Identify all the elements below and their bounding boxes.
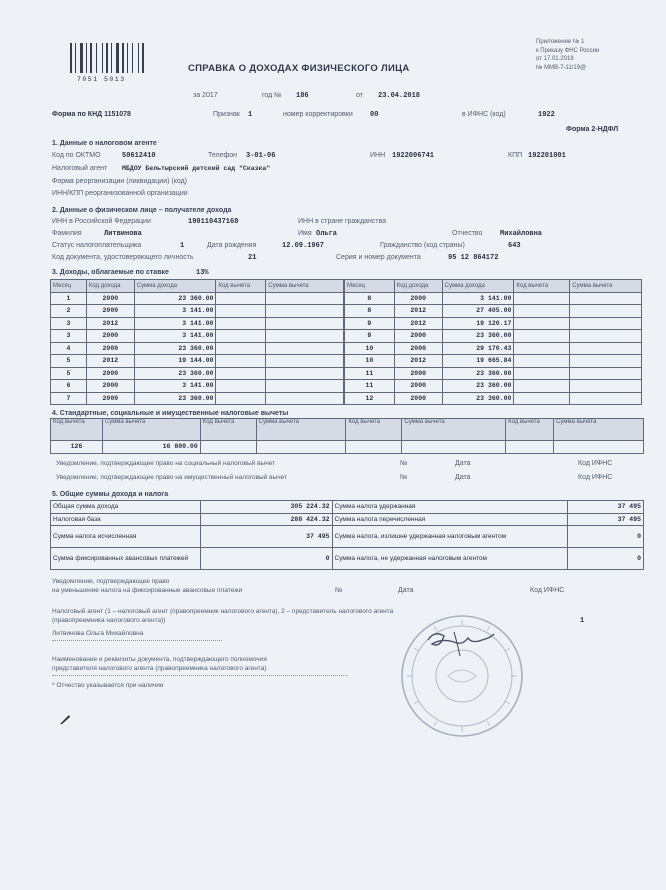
correction-label: номер корректировки: [283, 111, 353, 118]
barcode-bar: [90, 43, 92, 73]
table-row: [345, 392, 642, 405]
form-name: Форма 2-НДФЛ: [566, 126, 619, 133]
income-amount: 23 360.00: [134, 292, 216, 305]
totals-row: [51, 526, 644, 548]
income-code: 2000: [86, 392, 134, 405]
tax-base-label: Налоговая база: [51, 513, 201, 526]
totals-row: [51, 548, 644, 570]
barcode-bar: [102, 43, 103, 73]
income-amount: 23 360.00: [442, 380, 514, 393]
deduction-amount: [570, 330, 642, 343]
header-cell: Сумма вычета: [102, 419, 200, 441]
ifns-label: в ИФНС (код): [462, 111, 506, 118]
table-row: [51, 305, 344, 318]
tax-transferred-label: Сумма налога перечисленная: [332, 513, 568, 526]
header-cell: Код вычета: [216, 280, 266, 293]
deduction-code: 126: [51, 441, 103, 454]
table-row: [51, 317, 344, 330]
header-cell: Сумма дохода: [134, 280, 216, 293]
tax-not-withheld-value: 0: [568, 548, 644, 570]
signer-line: [52, 640, 222, 641]
income-table-left: [50, 279, 344, 405]
appendix-line: Приложение № 1: [536, 39, 585, 45]
status-label: Статус налогоплательщика: [52, 242, 142, 249]
tax-transferred-value: 37 495: [568, 513, 644, 526]
barcode-number: 7051 5013: [77, 76, 126, 83]
phone-value: 3-01-06: [246, 152, 276, 160]
deduction-amount: [570, 355, 642, 368]
table-row: [345, 380, 642, 393]
name-label: Имя: [298, 230, 312, 237]
income-amount: 23 360.00: [442, 330, 514, 343]
header-cell: Сумма вычета: [402, 419, 506, 441]
barcode-bar: [106, 43, 108, 73]
patronymic-value: Михайловна: [500, 230, 543, 238]
doc-code-label: Код документа, удостоверяющего личность: [52, 254, 194, 261]
barcode-bar: [86, 43, 87, 73]
agent-inn-value: 1922006741: [392, 152, 435, 160]
barcode-bar: [111, 43, 112, 73]
fixed-advance-label: Сумма фиксированных авансовых платежей: [51, 548, 201, 570]
notice-property-ifns-label: Код ИФНС: [578, 474, 613, 481]
phone-label: Телефон: [208, 152, 238, 159]
deduction-code: [514, 380, 570, 393]
header-cell: Сумма дохода: [442, 280, 514, 293]
deduction-code: [346, 441, 402, 454]
correction-value: 00: [370, 111, 379, 119]
authority-doc-line1: Наименование и реквизиты документа, подтверждающего полномочия: [52, 656, 267, 663]
total-income-label: Общая сумма дохода: [51, 501, 201, 514]
deduction-amount: [554, 441, 644, 454]
deduction-amount: [570, 292, 642, 305]
income-code: 2000: [86, 380, 134, 393]
income-month: 3: [51, 317, 87, 330]
barcode-bar: [96, 43, 97, 73]
doc-code-value: 21: [248, 254, 257, 262]
year-label: за 2017: [193, 92, 218, 99]
notice-social: Уведомление, подтверждающее право на социальный налоговый вычет: [56, 460, 275, 467]
table-row: [51, 355, 344, 368]
income-amount: 27 405.00: [442, 305, 514, 318]
deduction-code: [216, 330, 266, 343]
number-label: год №: [262, 92, 282, 99]
table-row: [345, 292, 642, 305]
surname-label: Фамилия: [52, 230, 82, 237]
deduction-amount: [266, 392, 344, 405]
income-month: 9: [345, 330, 395, 343]
barcode: [70, 43, 150, 73]
income-month: 6: [51, 380, 87, 393]
income-code: 2000: [394, 292, 442, 305]
fixed-advance-value: 0: [200, 548, 332, 570]
agent-type-line2: (правопреемника налогового агента)): [52, 617, 166, 624]
income-code: 2012: [86, 355, 134, 368]
reorg-inn-label: ИНН/КПП реорганизованной организации: [52, 190, 188, 197]
tax-excess-label: Сумма налога, излишне удержанная налоговым агентом: [332, 526, 568, 548]
deduction-code: [200, 441, 256, 454]
deduction-amount: [266, 355, 344, 368]
tax-excess-value: 0: [568, 526, 644, 548]
appendix-line: № ММВ-7-11/19@: [536, 64, 587, 71]
table-row: [51, 292, 344, 305]
deduction-amount: 16 800.00: [102, 441, 200, 454]
tax-base-value: 288 424.32: [200, 513, 332, 526]
table-row: [345, 367, 642, 380]
deduction-amount: [266, 292, 344, 305]
notice-social-ifns-label: Код ИФНС: [578, 460, 613, 467]
income-amount: 23 360.00: [442, 392, 514, 405]
deduction-amount: [266, 317, 344, 330]
income-month: 2: [51, 305, 87, 318]
income-code: 2012: [86, 317, 134, 330]
deduction-code: [216, 342, 266, 355]
barcode-bar: [142, 43, 144, 73]
header-cell: Сумма вычета: [570, 280, 642, 293]
income-month: 8: [345, 305, 395, 318]
income-month: 5: [51, 367, 87, 380]
income-table-right: [344, 279, 642, 405]
header-cell: Сумма вычета: [266, 280, 344, 293]
income-month: 12: [345, 392, 395, 405]
barcode-bar: [75, 43, 76, 73]
income-month: 3: [51, 330, 87, 343]
appendix-line: от 17.01.2018: [536, 56, 574, 63]
section-1-title: 1. Данные о налоговом агенте: [52, 140, 157, 147]
income-code: 2000: [86, 305, 134, 318]
deduction-code: [216, 305, 266, 318]
header-cell: Код вычета: [506, 419, 554, 441]
income-code: 2000: [394, 330, 442, 343]
income-amount: 29 170.43: [442, 342, 514, 355]
sign-value: 1: [248, 111, 253, 119]
deductions-header-row: [51, 419, 644, 441]
total-income-value: 305 224.32: [200, 501, 332, 514]
deduction-code: [514, 367, 570, 380]
income-amount: 23 360.00: [134, 392, 216, 405]
certificate-number: 186: [296, 92, 309, 100]
totals-row: [51, 501, 644, 514]
deduction-code: [216, 292, 266, 305]
kpp-label: КПП: [508, 152, 523, 159]
barcode-bar: [80, 43, 83, 73]
oktmo-value: 50612410: [122, 152, 156, 160]
ifns-code: 1922: [538, 111, 555, 119]
birth-value: 12.09.1967: [282, 242, 325, 250]
income-month: 9: [345, 317, 395, 330]
notice-fixed-date-label: Дата: [398, 587, 414, 594]
deduction-code: [216, 380, 266, 393]
income-code: 2012: [394, 305, 442, 318]
tax-calc-label: Сумма налога исчисленная: [51, 526, 201, 548]
table-row: [345, 305, 642, 318]
header-cell: Сумма вычета: [256, 419, 346, 441]
knd-form-code: Форма по КНД 1151078: [52, 111, 131, 118]
header-cell: Месяц: [345, 280, 395, 293]
notice-fixed-no-label: №: [335, 587, 343, 594]
pen-mark-icon: [58, 712, 72, 726]
foreign-inn-label: ИНН в стране гражданства: [298, 218, 387, 225]
appendix-note: [536, 38, 599, 72]
header-cell: Сумма вычета: [554, 419, 644, 441]
header-cell: Код вычета: [51, 419, 103, 441]
income-amount: 19 665.84: [442, 355, 514, 368]
deduction-code: [514, 342, 570, 355]
income-month: 1: [51, 292, 87, 305]
certificate-date: 23.04.2018: [378, 92, 421, 100]
tax-withheld-value: 37 495: [568, 501, 644, 514]
patronymic-label: Отчество: [452, 230, 483, 237]
income-amount: 23 360.00: [442, 367, 514, 380]
income-code: 2000: [86, 330, 134, 343]
agent-type-code: 1: [580, 617, 585, 625]
income-amount: 3 141.00: [442, 292, 514, 305]
section-2-title: 2. Данные о физическом лице – получателе дохода: [52, 207, 232, 214]
deduction-amount: [266, 330, 344, 343]
doc-series-value: 95 12 864172: [448, 254, 499, 262]
footnote: * Отчество указывается при наличии: [52, 682, 164, 689]
notice-property: Уведомление, подтверждающее право на имущественный налоговый вычет: [56, 474, 288, 481]
notice-fixed-ifns-label: Код ИФНС: [530, 587, 565, 594]
notice-social-date-label: Дата: [455, 460, 471, 467]
deduction-code: [514, 330, 570, 343]
sign-label: Признак: [213, 111, 240, 118]
table-row: [345, 330, 642, 343]
income-month: 10: [345, 355, 395, 368]
deduction-amount: [570, 342, 642, 355]
oktmo-label: Код по ОКТМО: [52, 152, 101, 159]
table-row: [51, 380, 344, 393]
notice-property-date-label: Дата: [455, 474, 471, 481]
name-value: Ольга: [316, 230, 338, 238]
kpp-value: 192201001: [528, 152, 566, 160]
header-cell: Код вычета: [200, 419, 256, 441]
deduction-amount: [266, 342, 344, 355]
deduction-code: [216, 367, 266, 380]
person-inn-value: 190110437168: [188, 218, 239, 226]
deduction-amount: [570, 392, 642, 405]
income-month: 4: [51, 342, 87, 355]
deduction-code: [514, 392, 570, 405]
income-code: 2012: [394, 317, 442, 330]
income-month: 10: [345, 342, 395, 355]
deduction-code: [216, 392, 266, 405]
agent-name-label: Налоговый агент: [52, 165, 108, 172]
surname-value: Литвинова: [104, 230, 142, 238]
notice-property-no-label: №: [400, 474, 408, 481]
header-cell: Код дохода: [86, 280, 134, 293]
deduction-amount: [256, 441, 346, 454]
table-row: [345, 342, 642, 355]
notice-fixed-line2: на уменьшение налога на фиксированные авансовые платежи: [52, 587, 243, 594]
header-cell: Код дохода: [394, 280, 442, 293]
header-cell: Код вычета: [514, 280, 570, 293]
authority-doc-line: [52, 675, 348, 676]
totals-row: [51, 513, 644, 526]
authority-doc-line2: представителя налогового агента (правопреемника налогового агента): [52, 665, 267, 672]
barcode-bar: [122, 43, 124, 73]
income-code: 2000: [394, 367, 442, 380]
header-cell: Код вычета: [346, 419, 402, 441]
deduction-amount: [266, 305, 344, 318]
deduction-amount: [266, 380, 344, 393]
deduction-amount: [570, 317, 642, 330]
deduction-amount: [402, 441, 506, 454]
income-month: 11: [345, 380, 395, 393]
table-row: [345, 355, 642, 368]
deduction-amount: [570, 380, 642, 393]
deduction-code: [514, 355, 570, 368]
doc-series-label: Серия и номер документа: [336, 254, 421, 261]
income-code: 2000: [394, 392, 442, 405]
deduction-amount: [570, 367, 642, 380]
signer-name: Литвинова Ольга Михайловна: [52, 630, 144, 637]
income-code: 2000: [86, 367, 134, 380]
section-4-title: 4. Стандартные, социальные и имущественные налоговые вычеты: [52, 410, 289, 417]
deduction-code: [514, 305, 570, 318]
barcode-bar: [70, 43, 72, 73]
deduction-code: [506, 441, 554, 454]
table-header-row: [345, 280, 642, 293]
person-inn-label: ИНН в Российской Федерации: [52, 218, 151, 225]
income-code: 2012: [394, 355, 442, 368]
tax-calc-value: 37 495: [200, 526, 332, 548]
table-row: [51, 342, 344, 355]
birth-label: Дата рождения: [207, 242, 257, 249]
section-5-title: 5. Общие суммы дохода и налога: [52, 491, 169, 498]
deductions-table: [50, 418, 644, 454]
income-month: 8: [345, 292, 395, 305]
income-amount: 3 141.00: [134, 317, 216, 330]
income-amount: 23 360.00: [134, 367, 216, 380]
totals-table: [50, 500, 644, 570]
document-title: СПРАВКА О ДОХОДАХ ФИЗИЧЕСКОГО ЛИЦА: [188, 63, 410, 74]
deduction-amount: [266, 367, 344, 380]
income-month: 5: [51, 355, 87, 368]
deduction-code: [216, 355, 266, 368]
notice-fixed-line1: Уведомление, подтверждающее право: [52, 578, 170, 585]
table-row: [51, 330, 344, 343]
income-code: 2000: [394, 342, 442, 355]
agent-type-line1: Налоговый агент (1 – налоговый агент (правопреемник налогового агента), 2 – представитель налогового агента: [52, 608, 394, 615]
notice-social-no-label: №: [400, 460, 408, 467]
tax-not-withheld-label: Сумма налога, не удержанная налоговым агентом: [332, 548, 568, 570]
citizenship-label: Гражданство (код страны): [380, 242, 465, 249]
appendix-line: к Приказу ФНС России: [536, 47, 600, 54]
income-amount: 19 144.00: [134, 355, 216, 368]
tax-withheld-label: Сумма налога удержанная: [332, 501, 568, 514]
agent-name-value: МБДОУ Бельтырский детский сад "Сказка": [122, 165, 271, 172]
deduction-code: [514, 292, 570, 305]
table-row: [51, 392, 344, 405]
stamp-seal-icon: [398, 612, 526, 740]
deductions-row: [51, 441, 644, 454]
deduction-code: [216, 317, 266, 330]
barcode-bar: [138, 43, 139, 73]
section-3-title: 3. Доходы, облагаемые по ставке: [52, 269, 169, 276]
barcode-bar: [116, 43, 119, 73]
income-rate: 13%: [196, 269, 209, 277]
income-code: 2000: [394, 380, 442, 393]
status-value: 1: [180, 242, 185, 250]
income-month: 11: [345, 367, 395, 380]
income-amount: 23 360.00: [134, 342, 216, 355]
income-amount: 3 141.00: [134, 305, 216, 318]
table-row: [51, 367, 344, 380]
deduction-amount: [570, 305, 642, 318]
income-amount: 3 141.00: [134, 330, 216, 343]
deduction-code: [514, 317, 570, 330]
date-label: от: [356, 92, 363, 99]
income-amount: 19 120.17: [442, 317, 514, 330]
barcode-bar: [132, 43, 133, 73]
table-row: [345, 317, 642, 330]
income-code: 2000: [86, 342, 134, 355]
income-month: 7: [51, 392, 87, 405]
agent-inn-label: ИНН: [370, 152, 386, 159]
income-code: 2000: [86, 292, 134, 305]
table-header-row: [51, 280, 344, 293]
barcode-bar: [127, 43, 128, 73]
citizenship-value: 643: [508, 242, 521, 250]
income-amount: 3 141.00: [134, 380, 216, 393]
header-cell: Месяц: [51, 280, 87, 293]
reorg-label: Форма реорганизации (ликвидации) (код): [52, 178, 188, 185]
